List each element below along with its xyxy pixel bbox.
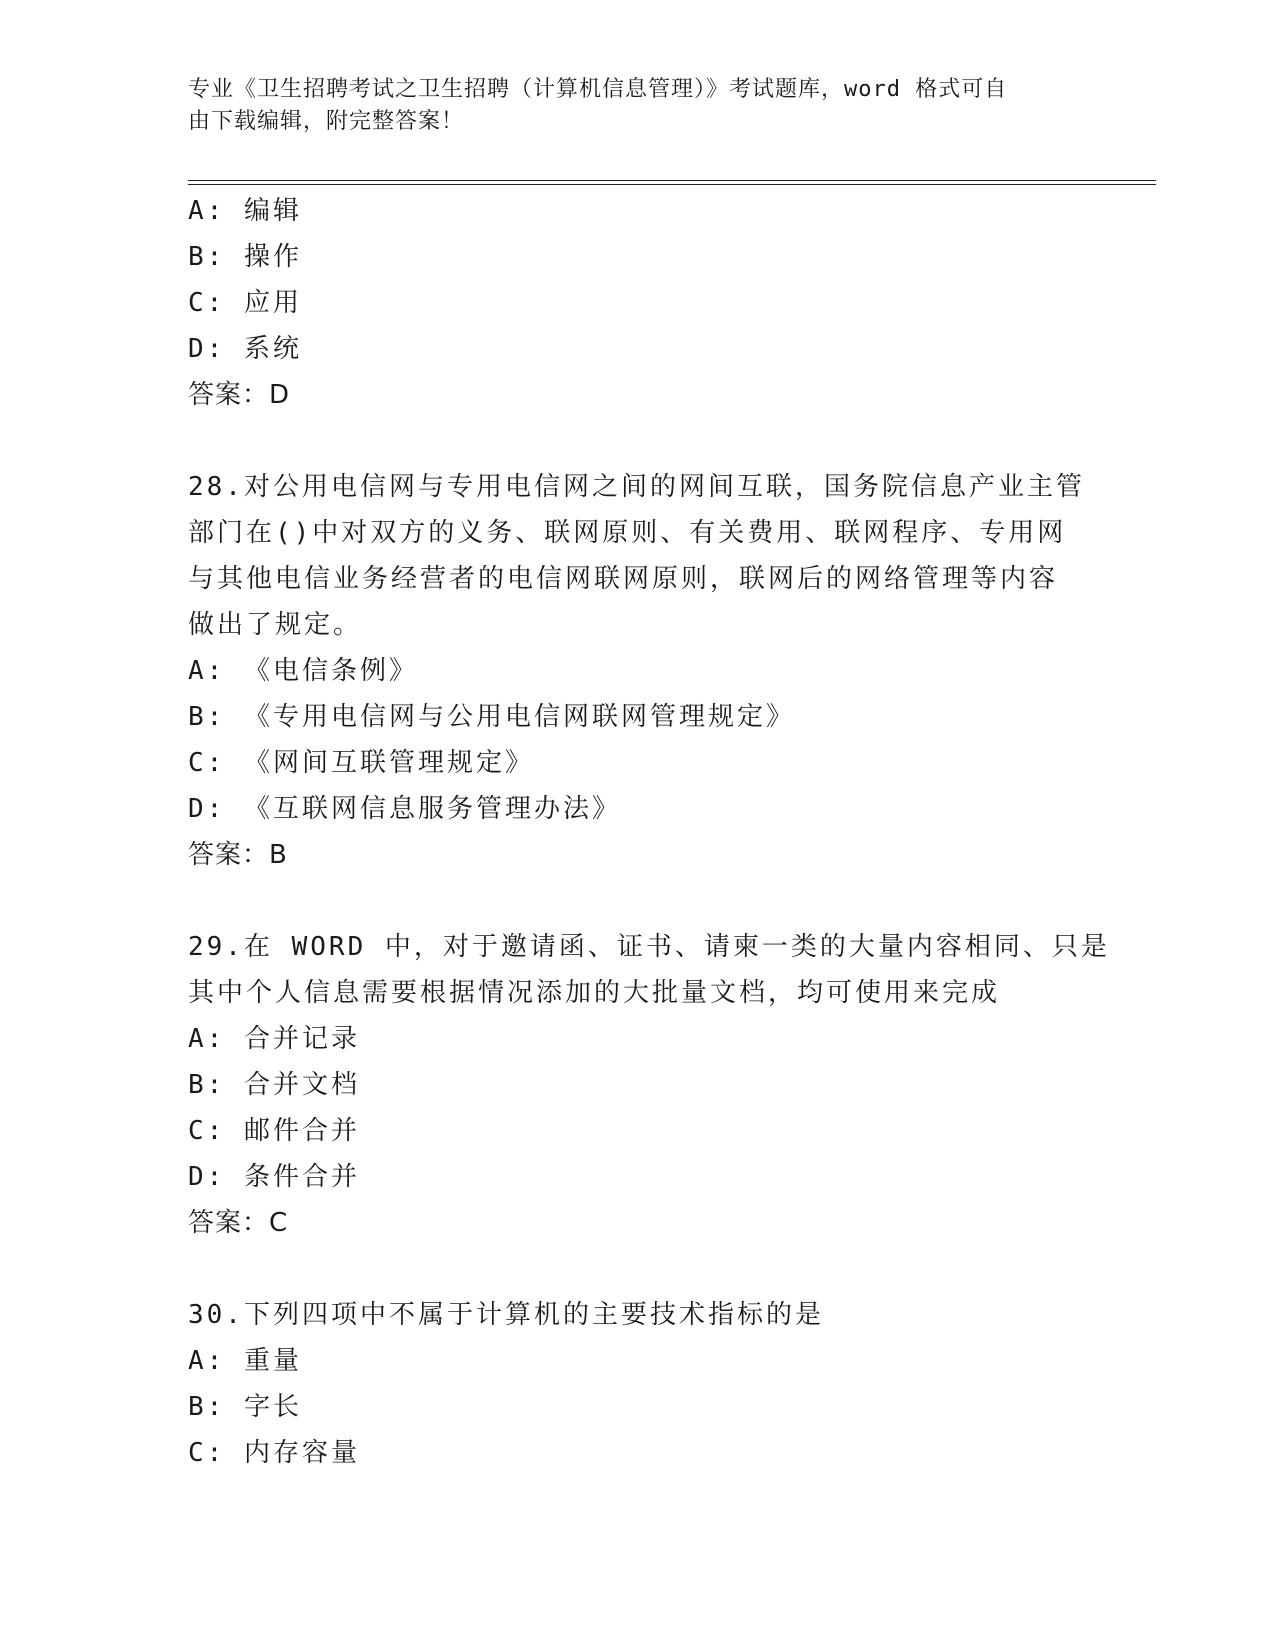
option-c: C: 《网间互联管理规定》 xyxy=(188,748,534,778)
question-30 xyxy=(188,1292,1088,1476)
option-b: B: 合并文档 xyxy=(188,1070,360,1100)
question-28 xyxy=(188,464,1088,878)
question-text-line: 其中个人信息需要根据情况添加的大批量文档，均可使用来完成 xyxy=(188,978,1001,1008)
header-line-2: 由下载编辑，附完整答案！ xyxy=(188,109,465,134)
question-text-line: 与其他电信业务经营者的电信网联网原则，联网后的网络管理等内容 xyxy=(188,564,1059,594)
header-divider xyxy=(188,180,1156,185)
option-a: A: 编辑 xyxy=(188,196,302,226)
header-line-1: 专业《卫生招聘考试之卫生招聘（计算机信息管理）》考试题库，word 格式可自 xyxy=(188,77,1008,102)
question-text-line: 30.下列四项中不属于计算机的主要技术指标的是 xyxy=(188,1300,824,1330)
question-text-line: 做出了规定。 xyxy=(188,610,363,640)
spacer xyxy=(188,418,1088,464)
option-a: A: 重量 xyxy=(188,1346,302,1376)
question-29 xyxy=(188,924,1110,1246)
question-list xyxy=(188,188,1110,1476)
option-d: D: 《互联网信息服务管理办法》 xyxy=(188,794,621,824)
spacer xyxy=(188,878,1088,924)
option-b: B: 字长 xyxy=(188,1392,302,1422)
option-b: B: 操作 xyxy=(188,242,302,272)
option-a: A: 《电信条例》 xyxy=(188,656,418,686)
option-c: C: 邮件合并 xyxy=(188,1116,360,1146)
answer: 答案：B xyxy=(188,840,288,870)
answer: 答案：D xyxy=(188,380,291,410)
document-header xyxy=(188,74,1068,138)
option-d: D: 条件合并 xyxy=(188,1162,360,1192)
option-d: D: 系统 xyxy=(188,334,302,364)
answer: 答案：C xyxy=(188,1208,289,1238)
spacer xyxy=(188,1246,1088,1292)
question-text-line: 28.对公用电信网与专用电信网之间的网间互联，国务院信息产业主管 xyxy=(188,472,1085,502)
question-text-line: 29.在 WORD 中，对于邀请函、证书、请柬一类的大量内容相同、只是 xyxy=(188,932,1110,962)
question-27-tail xyxy=(188,188,1088,418)
option-c: C: 内存容量 xyxy=(188,1438,360,1468)
question-text-line: 部门在()中对双方的义务、联网原则、有关费用、联网程序、专用网 xyxy=(188,518,1067,548)
option-c: C: 应用 xyxy=(188,288,302,318)
option-a: A: 合并记录 xyxy=(188,1024,360,1054)
option-b: B: 《专用电信网与公用电信网联网管理规定》 xyxy=(188,702,795,732)
